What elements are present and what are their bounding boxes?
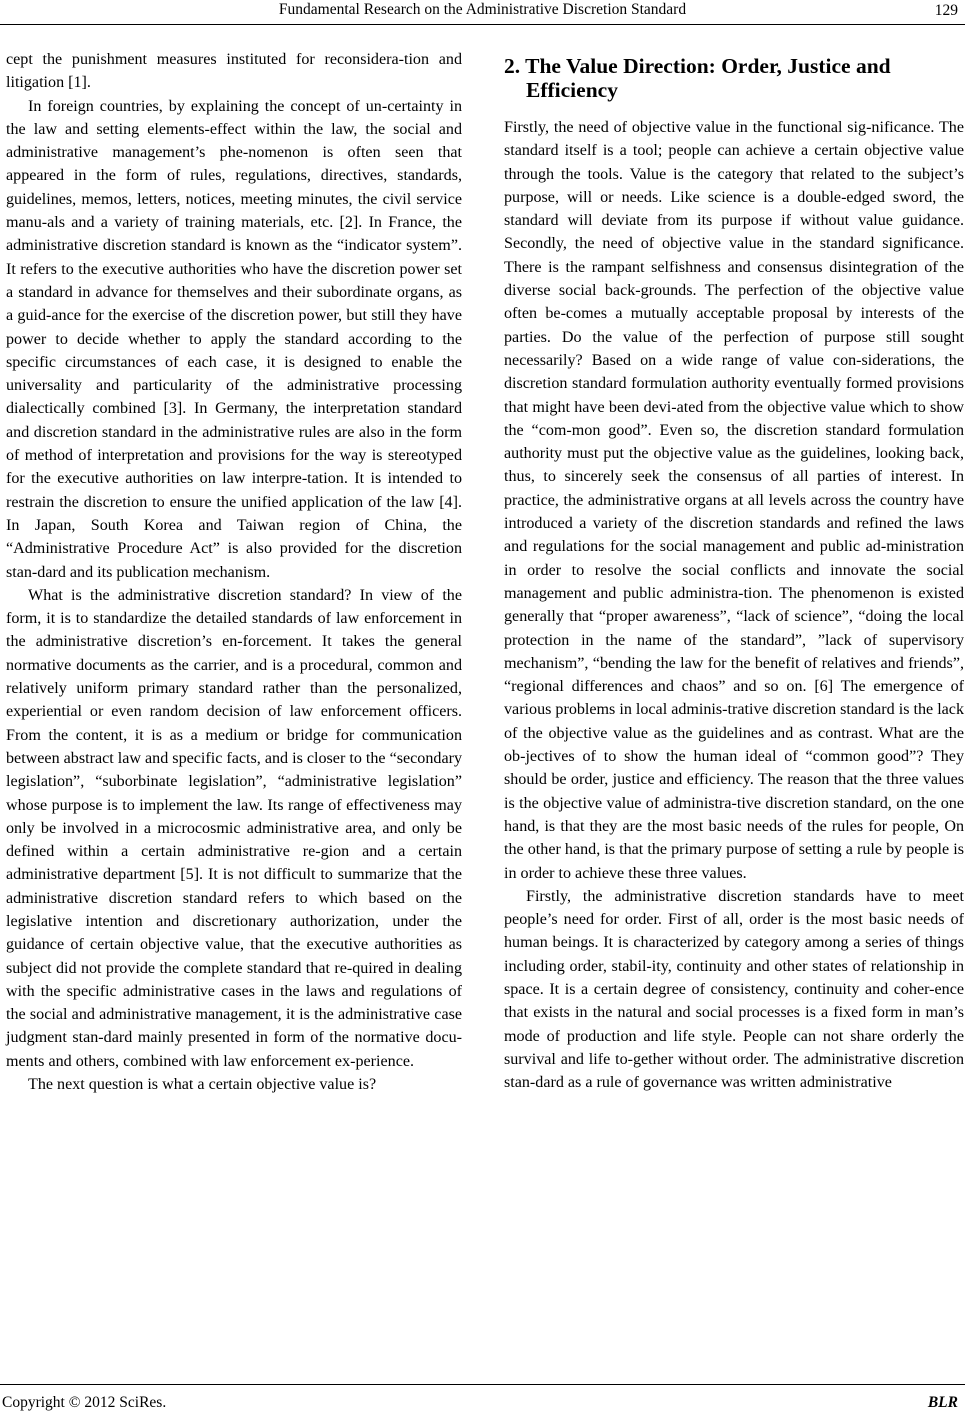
copyright-notice: Copyright © 2012 SciRes. <box>2 1394 167 1411</box>
header-divider <box>0 24 965 25</box>
paragraph: What is the administrative discretion standard? In view of the form, it is to standardize the detailed standards of law enforcement in the administrative discretion’s en-forcement. It takes the general normative documents as the carrier, and is a procedural, common and relatively uniform primary standard rather than the personalized, experiential or even random decision of law enforcement officers. From the content, it is as a medium or bridge for communication between abstract law and specific facts, and is closer to the “secondary legislation”, “suborbinate legislation”, “administrative legislation” whose purpose is to implement the law. Its range of effectiveness may only be involved in a microcosmic administrative area, and only be defined within a certain administrative re-gion and a certain administrative department [5]. It is not difficult to summarize that the administrative discretion standard refers to which based on the legislative intention and discretionary authorization, under the guidance of certain objective value, that the executive authorities as subject did not provide the complete standard that re-quired in dealing with the specific administrative cases in the laws and regulations of the social and administrative management, it is the administrative case judgment stan-dard mainly presented in form of the normative docu-ments and others, combined with law enforcement ex-perience. <box>6 586 462 1070</box>
paragraph: The next question is what a certain objective value is? <box>28 1076 377 1094</box>
paragraph: cept the punishment measures instituted for reconsidera-tion and litigation [1]. <box>6 51 462 92</box>
journal-abbreviation: BLR <box>927 1394 958 1411</box>
paragraph: Firstly, the administrative discretion standards have to meet people’s need for order. First of all, order is the most basic needs of human beings. It is characterized by category among a series of things including order, stabil-ity, continuity and other states of relationship in space. It is a certain degree of consistency, continuity and coher-ence that exists in the natural and social processes is a fixed form in man’s mode of production and life style. People can not share orderly the survival and life to-gether without order. The administrative discretion stan-dard as a rule of governance was written administrative <box>504 887 964 1092</box>
footer-divider <box>0 1384 965 1385</box>
left-column <box>6 48 462 1096</box>
paragraph: In foreign countries, by explaining the concept of un-certainty in the law and setting elements-effect within the law, the social and administrative management’s phe-nomenon is often seen that appeared in the form of rules, regulations, directives, standards, guidelines, memos, letters, notices, meeting minutes, the civil service manu-als and a variety of training materials, etc. [2]. In France, the administrative discretion standard is known as the “indicator system”. It refers to the executive authorities who have the discretion power set a standard in advance for themselves and their subordinate organs, as a guid-ance for the exercise of the discretion power, but still they have power to decide whether to apply the standard according to the specific circumstances of each case, it is designed to enable the universality and particularity of the administrative processing dialectically combined [3]. In Germany, the interpretation standard and discretion standard in the administrative rules are also in the form of method of interpretation and provisions for the way is stereotyped for the executive authorities on law interpre-tation. It is intended to restrain the discretion to ensure the unified application of the law [4]. In Japan, South Korea and Taiwan region of China, the “Administrative Procedure Act” is also provided for the discretion stan-dard and its publication mechanism. <box>6 97 462 581</box>
section-heading: 2. The Value Direction: Order, Justice and Efficiency <box>504 54 891 102</box>
page-number: 129 <box>934 2 958 19</box>
paragraph: Firstly, the need of objective value in the functional sig-nificance. The standard itself is a tool; people can achieve a certain objective value through the tools. Value is the category that related to the subject’s purpose, will or needs. Like science is a double-edged sword, the standard will deviate from its purpose if without value guidance. Secondly, the need of objective value in the standard significance. There is the rampant selfishness and consensus disintegration of the diverse social back-grounds. The perfection of the objective value often be-comes a mutually acceptable proposal by interests of the parties. Do the value of the perfection of purpose still sought necessarily? Based on a wide range of value con-siderations, the discretion standard formulation authority eventually formed provisions that might have been devi-ated from the objective value which to show the “com-mon good”. Even so, the discretion standard formulation authority must put the objective value as the guidelines, looking back, thus, to sincerely seek the consensus of all parties of interest. In practice, the administrative organs at all levels across the country have introduced a variety of the discretion standards and refined the laws and regulations for the social management and public ad-ministration in order to resolve the social conflicts and innovate the social management and public administra-tion. The phenomenon is existed generally that “proper awareness”, “lack of science”, “doing the local protection in the name of the standard”, ”lack of supervisory mechanism”, “bending the law for the benefit of relatives and friends”, “regional differences and chaos” and so on. [6] The emergence of various problems in local adminis-trative discretion standard is the lack of the objective value as the guidelines and as contrast. What are the ob-jectives of to show the human ideal of “common good”? They should be order, justice and efficiency. The reason that the three values is the objective value of administra-tive discretion standard, on the one hand, is that they are the most basic needs of the rules for people, On the other hand, is that the primary purpose of setting a rule by people is in order to achieve these three values. <box>504 119 964 882</box>
page-footer <box>0 1384 965 1414</box>
right-column <box>504 54 964 1094</box>
page-header <box>0 0 965 26</box>
running-title: Fundamental Research on the Administrative Discretion Standard <box>278 1 687 18</box>
